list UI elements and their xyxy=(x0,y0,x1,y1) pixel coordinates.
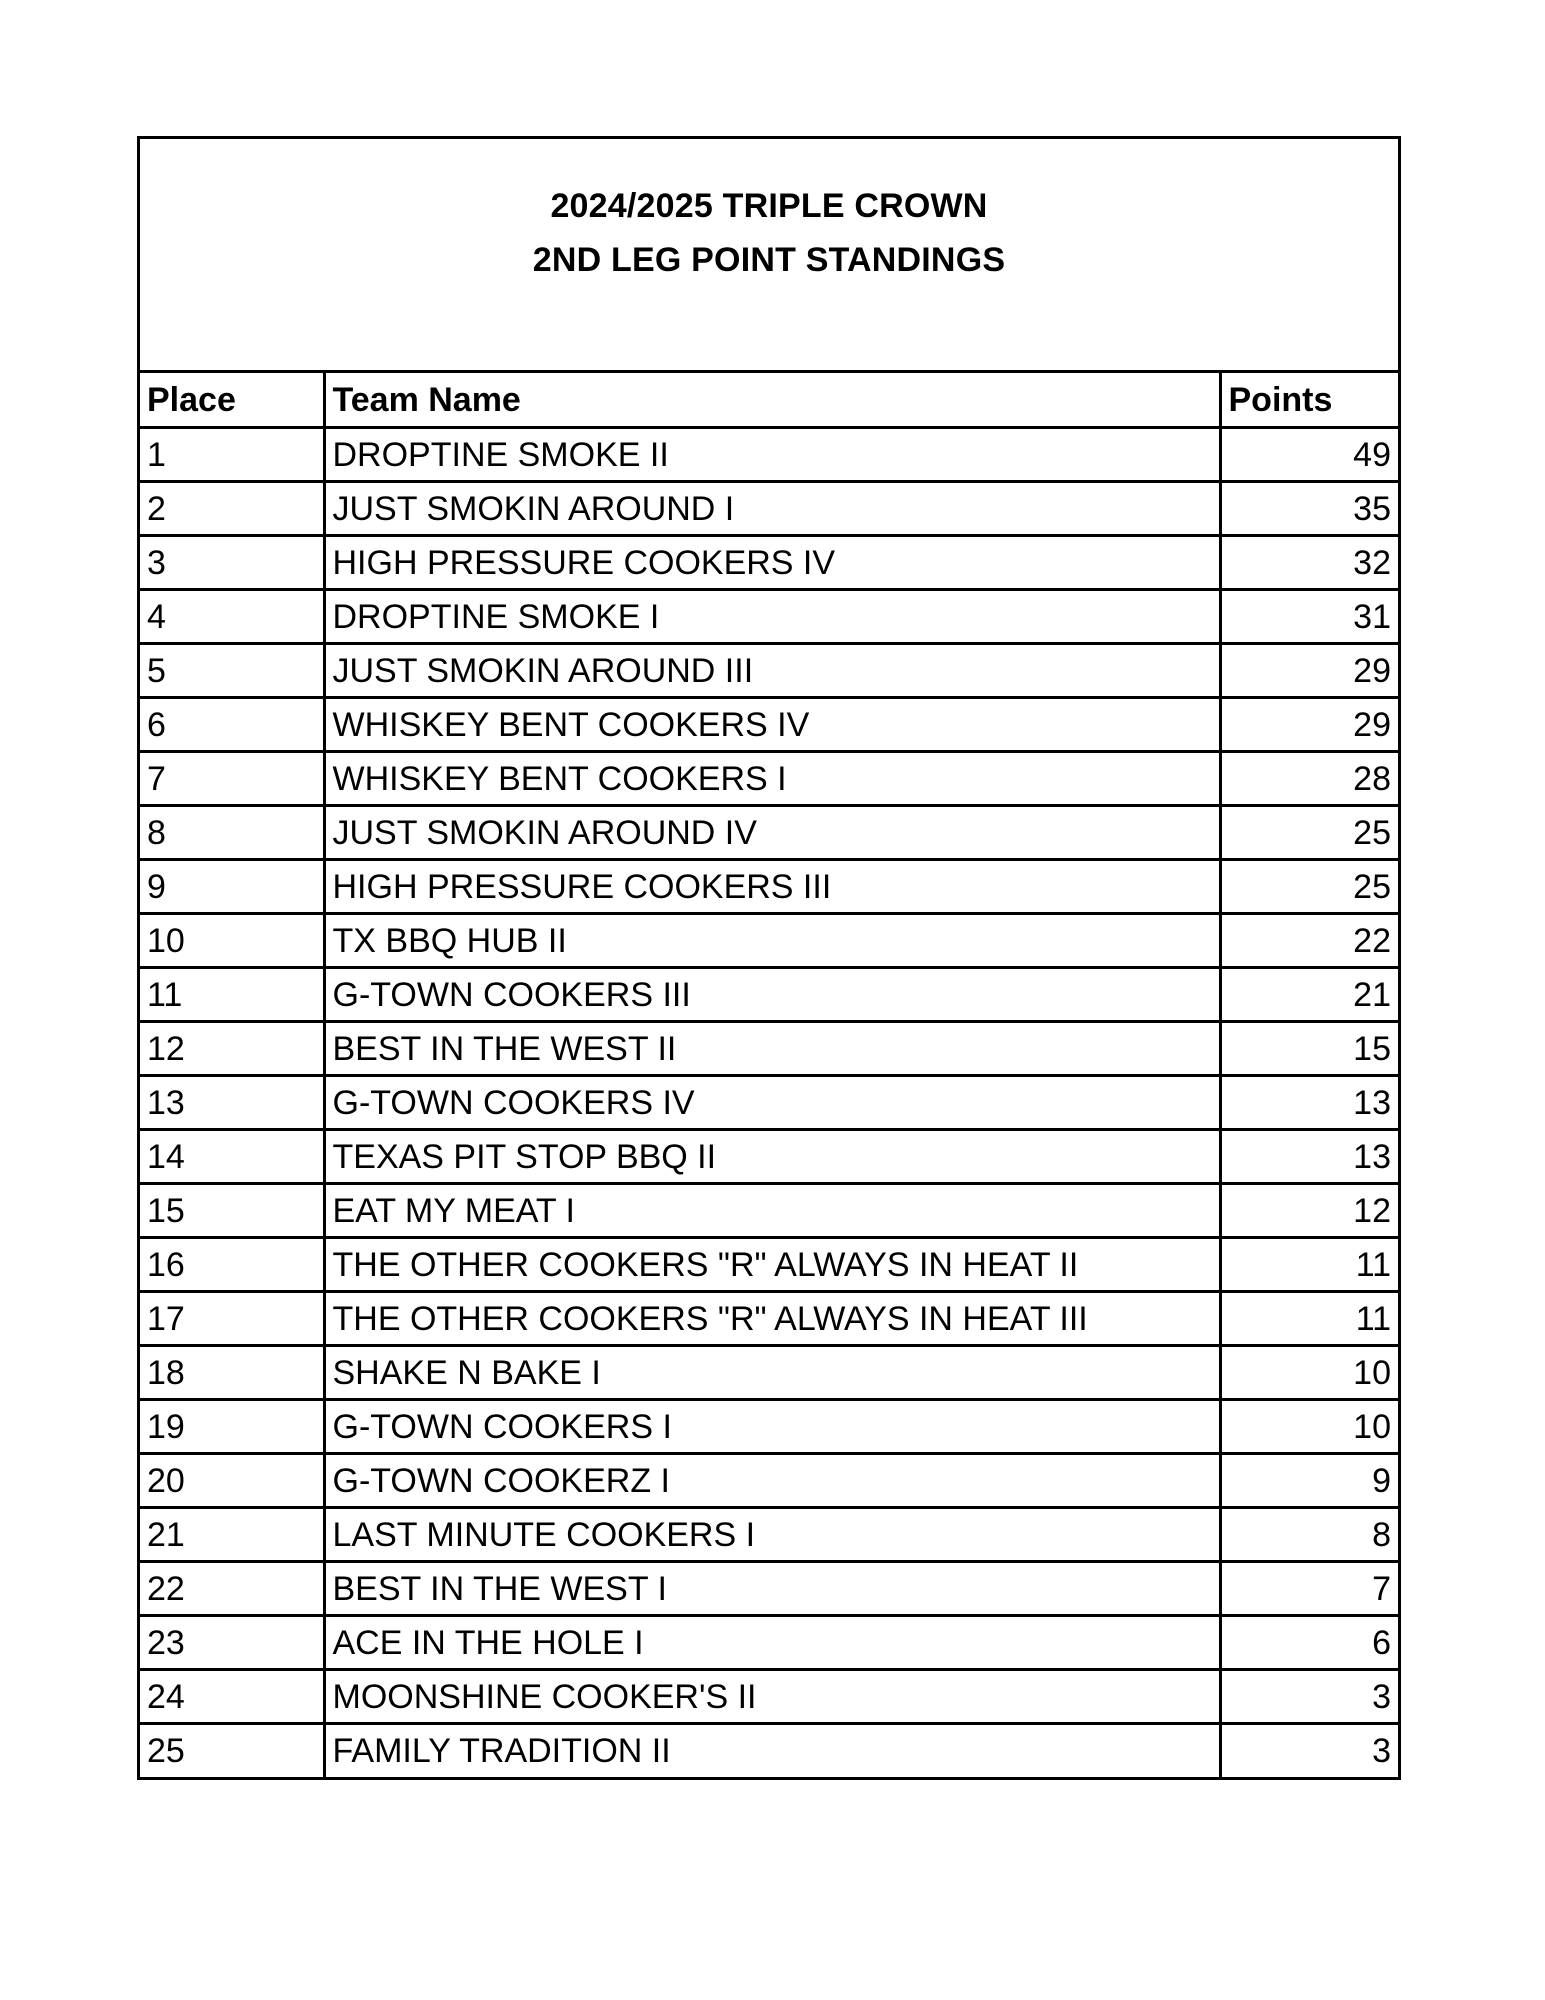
place-cell: 2 xyxy=(140,481,324,535)
table-row xyxy=(140,1507,1398,1561)
team-name-cell: BEST IN THE WEST I xyxy=(324,1561,1220,1615)
team-name-cell: JUST SMOKIN AROUND I xyxy=(324,481,1220,535)
header-row xyxy=(140,373,1398,427)
table-row xyxy=(140,481,1398,535)
points-cell: 29 xyxy=(1220,643,1398,697)
table-row xyxy=(140,1237,1398,1291)
points-cell: 3 xyxy=(1220,1669,1398,1723)
points-column-header: Points xyxy=(1228,380,1333,419)
place-cell: 12 xyxy=(140,1021,324,1075)
points-cell: 9 xyxy=(1220,1453,1398,1507)
team-name-cell: DROPTINE SMOKE II xyxy=(324,427,1220,481)
table-row xyxy=(140,1399,1398,1453)
place-cell: 20 xyxy=(140,1453,324,1507)
place-cell: 8 xyxy=(140,805,324,859)
team-name-cell: JUST SMOKIN AROUND III xyxy=(324,643,1220,697)
place-cell: 1 xyxy=(140,427,324,481)
table-row xyxy=(140,967,1398,1021)
place-cell: 23 xyxy=(140,1615,324,1669)
table-row xyxy=(140,589,1398,643)
points-cell: 32 xyxy=(1220,535,1398,589)
team-name-cell: EAT MY MEAT I xyxy=(324,1183,1220,1237)
standings-table xyxy=(140,373,1398,1777)
place-cell: 11 xyxy=(140,967,324,1021)
table-row xyxy=(140,1561,1398,1615)
table-row xyxy=(140,1021,1398,1075)
points-cell: 25 xyxy=(1220,805,1398,859)
points-cell: 11 xyxy=(1220,1291,1398,1345)
place-cell: 17 xyxy=(140,1291,324,1345)
table-row xyxy=(140,1669,1398,1723)
table-row xyxy=(140,859,1398,913)
team-name-cell: TX BBQ HUB II xyxy=(324,913,1220,967)
place-cell: 5 xyxy=(140,643,324,697)
team-name-cell: DROPTINE SMOKE I xyxy=(324,589,1220,643)
place-cell: 6 xyxy=(140,697,324,751)
table-row xyxy=(140,1453,1398,1507)
table-row xyxy=(140,1345,1398,1399)
place-cell: 9 xyxy=(140,859,324,913)
points-cell: 49 xyxy=(1220,427,1398,481)
team-name-cell: HIGH PRESSURE COOKERS IV xyxy=(324,535,1220,589)
place-cell: 15 xyxy=(140,1183,324,1237)
points-cell: 22 xyxy=(1220,913,1398,967)
table-row xyxy=(140,1615,1398,1669)
place-cell: 14 xyxy=(140,1129,324,1183)
team-name-cell: G-TOWN COOKERS I xyxy=(324,1399,1220,1453)
document-title: 2024/2025 TRIPLE CROWN xyxy=(550,187,988,225)
team-name-cell: MOONSHINE COOKER'S II xyxy=(324,1669,1220,1723)
place-cell: 18 xyxy=(140,1345,324,1399)
points-cell: 31 xyxy=(1220,589,1398,643)
points-cell: 10 xyxy=(1220,1345,1398,1399)
points-cell: 13 xyxy=(1220,1075,1398,1129)
team-name-cell: WHISKEY BENT COOKERS I xyxy=(324,751,1220,805)
points-cell: 21 xyxy=(1220,967,1398,1021)
title-block xyxy=(140,139,1398,373)
place-cell: 24 xyxy=(140,1669,324,1723)
team-name-cell: ACE IN THE HOLE I xyxy=(324,1615,1220,1669)
team-name-cell: G-TOWN COOKERZ I xyxy=(324,1453,1220,1507)
place-cell: 4 xyxy=(140,589,324,643)
standings-sheet xyxy=(137,136,1401,1780)
team-name-column-header: Team Name xyxy=(324,373,1220,427)
team-name-cell: G-TOWN COOKERS IV xyxy=(324,1075,1220,1129)
table-row xyxy=(140,643,1398,697)
table-row xyxy=(140,751,1398,805)
table-row xyxy=(140,913,1398,967)
place-cell: 3 xyxy=(140,535,324,589)
place-cell: 21 xyxy=(140,1507,324,1561)
points-cell: 15 xyxy=(1220,1021,1398,1075)
points-cell: 7 xyxy=(1220,1561,1398,1615)
team-name-cell: G-TOWN COOKERS III xyxy=(324,967,1220,1021)
team-name-cell: WHISKEY BENT COOKERS IV xyxy=(324,697,1220,751)
document-subtitle: 2ND LEG POINT STANDINGS xyxy=(532,241,1006,279)
place-cell: 19 xyxy=(140,1399,324,1453)
points-cell: 11 xyxy=(1220,1237,1398,1291)
place-cell: 22 xyxy=(140,1561,324,1615)
points-cell: 35 xyxy=(1220,481,1398,535)
table-row xyxy=(140,427,1398,481)
team-name-cell: TEXAS PIT STOP BBQ II xyxy=(324,1129,1220,1183)
points-cell: 25 xyxy=(1220,859,1398,913)
team-name-cell: THE OTHER COOKERS "R" ALWAYS IN HEAT III xyxy=(324,1291,1220,1345)
points-cell: 8 xyxy=(1220,1507,1398,1561)
place-cell: 25 xyxy=(140,1723,324,1777)
team-name-cell: HIGH PRESSURE COOKERS III xyxy=(324,859,1220,913)
place-cell: 16 xyxy=(140,1237,324,1291)
table-row xyxy=(140,1129,1398,1183)
points-cell: 6 xyxy=(1220,1615,1398,1669)
points-cell: 12 xyxy=(1220,1183,1398,1237)
table-row xyxy=(140,535,1398,589)
points-cell: 28 xyxy=(1220,751,1398,805)
team-name-cell: SHAKE N BAKE I xyxy=(324,1345,1220,1399)
table-row xyxy=(140,1723,1398,1777)
team-name-cell: BEST IN THE WEST II xyxy=(324,1021,1220,1075)
table-row xyxy=(140,1075,1398,1129)
team-name-cell: LAST MINUTE COOKERS I xyxy=(324,1507,1220,1561)
team-name-cell: THE OTHER COOKERS "R" ALWAYS IN HEAT II xyxy=(324,1237,1220,1291)
team-name-cell: JUST SMOKIN AROUND IV xyxy=(324,805,1220,859)
points-cell: 13 xyxy=(1220,1129,1398,1183)
place-cell: 13 xyxy=(140,1075,324,1129)
points-cell: 3 xyxy=(1220,1723,1398,1777)
place-cell: 7 xyxy=(140,751,324,805)
points-cell: 29 xyxy=(1220,697,1398,751)
points-cell: 10 xyxy=(1220,1399,1398,1453)
table-row xyxy=(140,1291,1398,1345)
table-row xyxy=(140,1183,1398,1237)
table-row xyxy=(140,805,1398,859)
place-cell: 10 xyxy=(140,913,324,967)
team-name-cell: FAMILY TRADITION II xyxy=(324,1723,1220,1777)
table-row xyxy=(140,697,1398,751)
standings-body xyxy=(140,373,1398,1777)
place-column-header: Place xyxy=(140,373,324,427)
